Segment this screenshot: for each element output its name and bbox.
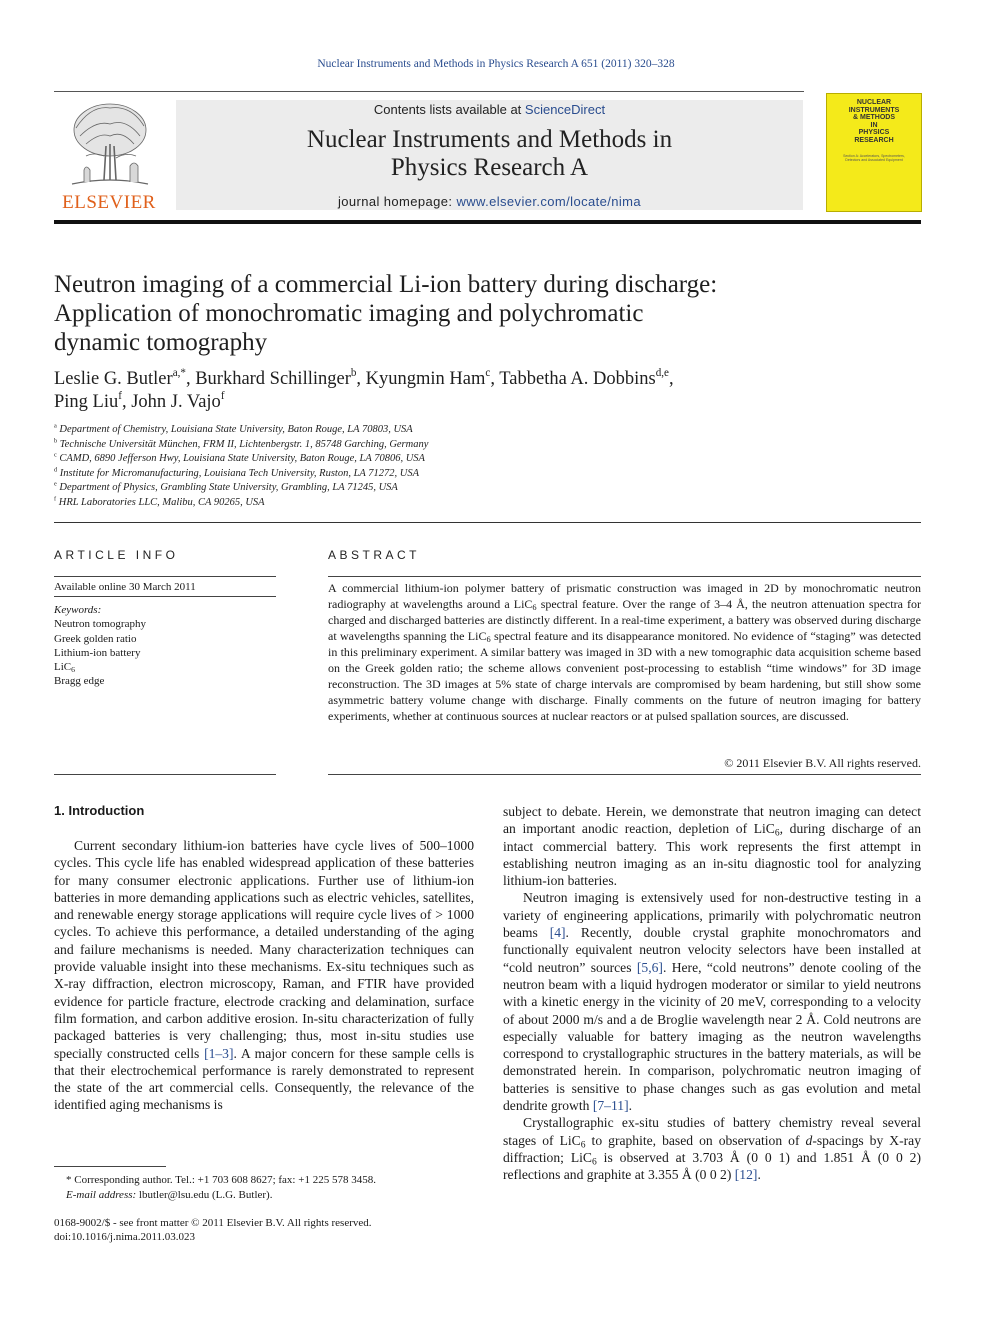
affiliation-text: Department of Physics, Grambling State University, Grambling, LA 71245, USA xyxy=(59,482,398,493)
journal-name[interactable] xyxy=(176,126,803,182)
affiliation-list xyxy=(54,423,914,510)
cover-title-line: NUCLEAR xyxy=(856,99,892,106)
author-name[interactable]: Tabbetha A. Dobbins xyxy=(499,369,656,389)
section-rule xyxy=(54,522,921,523)
sciencedirect-link[interactable]: ScienceDirect xyxy=(524,102,606,117)
introduction-heading: 1. Introduction xyxy=(54,803,145,818)
journal-name-line-1: Nuclear Instruments and Methods in xyxy=(306,126,673,153)
text-run: . A major concern for these sample cells is that their electrochemical performance is rarely demonstrated to represent the state of the art commercial cells. Consequently, the relevance of the identified aging mechanisms is xyxy=(54,1045,474,1113)
footnote-rule xyxy=(54,1166,166,1167)
corresponding-mark[interactable]: * xyxy=(180,367,186,380)
abstract-part: spectral feature. Over the range of 3–4 Å, the neutron attenuation spectra for charged and discharged batteries are distinctly different. In a real-time experiment, a battery was observed during discharge at wavelengths spanning the LiC xyxy=(328,597,921,643)
corresponding-author-note: * Corresponding author. Tel.: +1 703 608 8627; fax: +1 225 578 3458. xyxy=(66,1174,376,1186)
author-name[interactable]: John J. Vajo xyxy=(131,392,221,412)
subscript: 6 xyxy=(591,1157,597,1168)
publisher-wordmark: ELSEVIER xyxy=(62,192,156,213)
text-run: Current secondary lithium-ion batteries have cycle lives of 500–1000 cycles. This cycle life has enabled widespread application of these batteries for many consumer electronic applications. Further use of lithium-ion batteries in more demanding applications such as electric vehicles, satellites, and renewable energy storage applications will require cycle lives of > 1000 cycles. To achieve this performance, a detailed understanding of the aging and failure mechanisms is needed. Many characterization techniques can provide valuable insight into these mechanisms. Ex-situ techniques such as X-ray diffraction, electron microscopy, Raman, and FTIR have provided evidence for particle fracture, electrode cracking and delamination, surface film formation, and carbon additive erosion. In-situ characterization of fully packaged batteries is very challenging; thus, most in-situ studies use specially constructed cells xyxy=(54,838,474,1061)
affiliation-key: f xyxy=(54,495,57,503)
author-affiliation-mark[interactable]: c xyxy=(485,367,491,380)
affiliation xyxy=(54,452,914,467)
contents-line xyxy=(176,102,803,117)
issn-line: 0168-9002/$ - see front matter © 2011 Elsevier B.V. All rights reserved. xyxy=(54,1217,372,1229)
reference-link[interactable]: [4] xyxy=(549,925,566,941)
author-line-2 xyxy=(54,391,914,414)
affiliation xyxy=(54,438,914,453)
affiliation-key: b xyxy=(54,437,58,445)
text-run: to graphite, based on observation of xyxy=(585,1132,806,1148)
journal-citation[interactable]: Nuclear Instruments and Methods in Physics Research A 651 (2011) 320–328 xyxy=(317,58,675,70)
author-affiliation-mark[interactable]: a, xyxy=(172,367,181,380)
affiliation-key: e xyxy=(54,480,57,488)
bottom-matter xyxy=(54,1216,372,1244)
text-run: subject to debate. Herein, we demonstrate that neutron imaging can detect an important anodic reaction, depletion of LiC xyxy=(503,804,921,837)
doi-line[interactable]: doi:10.1016/j.nima.2011.03.023 xyxy=(54,1231,196,1243)
author-affiliation-mark[interactable]: b xyxy=(350,367,357,380)
cover-title-line: PHYSICS xyxy=(858,129,890,136)
author-list xyxy=(54,368,914,414)
abstract-part: spectral feature and its disappearance monitored. No evidence of “staging” was detected in this preliminary experiment. A similar battery was imaged in 3D with a new tomographic data acquisition scheme based on the Greek golden ratio; the scheme allows convenient post-processing to establish “time windows” for 3D image reconstruction. The 3D images at 5% state of charge intervals are compromised by beam hardening, but still show some asymmetric battery volume change with discharge. Finally comments on the future of neutron imaging for battery experiments, whether at continuous sources at nuclear reactors or at pulsed spallation sources, are discussed. xyxy=(328,629,921,723)
keywords-block xyxy=(54,603,274,689)
keyword-lic: LiC xyxy=(54,661,72,674)
paragraph xyxy=(503,889,921,1114)
keyword: Lithium-ion battery xyxy=(54,646,141,659)
author-separator: , xyxy=(490,369,500,389)
cover-title-line: & METHODS xyxy=(853,114,895,121)
italic-run: d xyxy=(805,1132,813,1148)
abstract-rule xyxy=(328,774,921,775)
text-run: . xyxy=(757,1167,761,1183)
cover-title-line: RESEARCH xyxy=(854,136,894,144)
text-run: Neutron imaging is extensively used for non-destructive testing in a variety of engineering applications, primarily with polychromatic neutron beams xyxy=(503,890,921,941)
journal-name-line-2: Physics Research A xyxy=(390,154,589,181)
title-line-1: Neutron imaging of a commercial Li-ion battery during discharge: xyxy=(54,271,718,298)
paragraph xyxy=(503,803,921,889)
title-line-3: dynamic tomography xyxy=(54,329,268,356)
cover-title-line: IN xyxy=(870,121,878,129)
author-separator: , xyxy=(121,392,132,412)
header-thick-rule xyxy=(54,220,921,224)
info-rule xyxy=(54,596,276,597)
available-online: Available online 30 March 2011 xyxy=(54,581,196,593)
homepage-link[interactable]: www.elsevier.com/locate/nima xyxy=(456,194,642,209)
affiliation-key: a xyxy=(54,422,57,430)
journal-banner xyxy=(176,100,803,210)
text-run: Crystallographic ex-situ studies of battery chemistry reveal several stages of LiC xyxy=(503,1115,921,1148)
email-label: E-mail address: xyxy=(66,1188,137,1201)
paragraph xyxy=(54,837,474,1114)
author-name[interactable]: Kyungmin Ham xyxy=(365,369,486,389)
title-line-2: Application of monochromatic imaging and polychromatic xyxy=(54,300,644,327)
homepage-line xyxy=(176,194,803,209)
affiliation-text: Institute for Micromanufacturing, Louisiana Tech University, Ruston, LA 71272, USA xyxy=(59,467,420,479)
affiliation xyxy=(54,467,914,482)
subscript: 6 xyxy=(580,1140,586,1151)
abstract-text xyxy=(328,580,921,724)
text-run: . Recently, double crystal graphite monochromators and functionally equivalent neutron velocity selectors have been installed at “cold neutron” sources xyxy=(503,925,921,975)
author-separator: , xyxy=(668,369,674,389)
text-run: -spacings by X-ray diffraction; LiC xyxy=(503,1132,922,1165)
author-affiliation-mark[interactable]: d,e xyxy=(655,367,669,380)
subscript: 6 xyxy=(774,828,780,839)
abstract-part: A commercial lithium-ion polymer battery of prismatic construction was imaged in 2D by monochromatic neutron radiography at wavelengths around a LiC xyxy=(328,581,921,611)
reference-link[interactable]: [5,6] xyxy=(636,959,663,975)
affiliation-text: Technische Universität München, FRM II, Lichtenbergstr. 1, 85748 Garching, Germany xyxy=(59,438,429,450)
text-run: , during discharge of an intact commercial battery. This work represents the first attempt in establishing neutron imaging as an in-situ diagnostic tool for analyzing lithium-ion batteries. xyxy=(503,821,921,889)
journal-cover[interactable] xyxy=(826,93,922,212)
author-line-1 xyxy=(54,368,914,391)
abstract-copyright: © 2011 Elsevier B.V. All rights reserved. xyxy=(724,756,921,770)
author-separator: , xyxy=(356,369,366,389)
affiliation-text: HRL Laboratories LLC, Malibu, CA 90265, USA xyxy=(58,496,265,508)
affiliation xyxy=(54,481,914,496)
cover-subtitle: Section A: Accelerators, Spectrometers, Detectors and Associated Equipment xyxy=(843,154,905,162)
info-rule xyxy=(54,576,276,577)
reference-link[interactable]: [12] xyxy=(734,1167,758,1183)
email-note xyxy=(54,1188,474,1203)
author-affiliation-mark[interactable]: f xyxy=(118,390,122,403)
footnotes xyxy=(54,1173,474,1202)
affiliation-key: d xyxy=(54,466,58,474)
affiliation-key: c xyxy=(54,451,57,459)
publisher-logo[interactable] xyxy=(54,100,164,212)
body-column-right xyxy=(503,803,921,1184)
keyword-lic-sub: 6 xyxy=(71,665,75,675)
keyword: Neutron tomography xyxy=(54,618,146,631)
body-column-left xyxy=(54,837,474,1114)
text-run: is observed at 3.703 Å (0 0 1) and 1.851 Å (0 0 2) reflections and graphite at 3.355 Å (0 0 2) xyxy=(503,1149,921,1183)
info-rule xyxy=(54,774,276,775)
keyword: Greek golden ratio xyxy=(54,632,137,645)
cover-title-line: INSTRUMENTS xyxy=(848,106,900,114)
affiliation xyxy=(54,423,914,438)
keyword xyxy=(54,660,274,674)
header-top-rule xyxy=(54,91,804,92)
elsevier-tree-icon xyxy=(66,100,152,188)
abstract-heading: ABSTRACT xyxy=(328,548,421,562)
reference-link[interactable]: [7–11] xyxy=(592,1098,629,1114)
affiliation-text: CAMD, 6890 Jefferson Hwy, Louisiana State University, Baton Rouge, LA 70806, USA xyxy=(59,453,425,464)
author-name[interactable]: Ping Liu xyxy=(54,392,119,412)
author-name[interactable]: Leslie G. Butler xyxy=(54,369,173,389)
affiliation xyxy=(54,496,914,511)
keywords-label: Keywords: xyxy=(54,604,102,616)
abstract-subscript: 6 xyxy=(486,635,491,645)
email-value[interactable]: lbutler@lsu.edu (L.G. Butler). xyxy=(136,1188,273,1201)
cover-title xyxy=(827,99,921,144)
contents-prefix: Contents lists available at xyxy=(373,102,525,117)
keyword: Bragg edge xyxy=(54,675,105,688)
author-name[interactable]: Burkhard Schillinger xyxy=(195,369,351,389)
paragraph xyxy=(503,1114,921,1183)
author-separator: , xyxy=(185,369,196,389)
text-run: . xyxy=(628,1098,633,1114)
affiliation-text: Department of Chemistry, Louisiana State University, Baton Rouge, LA 70803, USA xyxy=(59,424,413,435)
reference-link[interactable]: [1–3] xyxy=(204,1045,234,1061)
author-affiliation-mark[interactable]: f xyxy=(220,390,225,403)
abstract-rule xyxy=(328,576,921,577)
abstract-subscript: 6 xyxy=(532,603,537,613)
paper-title xyxy=(54,270,854,357)
text-run: . Here, “cold neutrons” denote cooling of the neutron beam with a liquid hydrogen moderator or similar to yield neutrons with a kinetic energy in the vicinity of 20 meV, corresponding to a velocity of about 2000 m/s and a de Broglie wavelength near 2 Å. Cold neutrons are especially valuable for battery imaging as the neutron wavelengths correspond to crystallographic structures in the battery materials, as will be demonstrated herein. In comparison, polychromatic neutron imaging of batteries is sensitive to phase changes such as gas evolution and metal dendrite growth xyxy=(503,959,921,1114)
article-info-heading: ARTICLE INFO xyxy=(54,548,179,562)
homepage-prefix: journal homepage: xyxy=(337,194,457,209)
